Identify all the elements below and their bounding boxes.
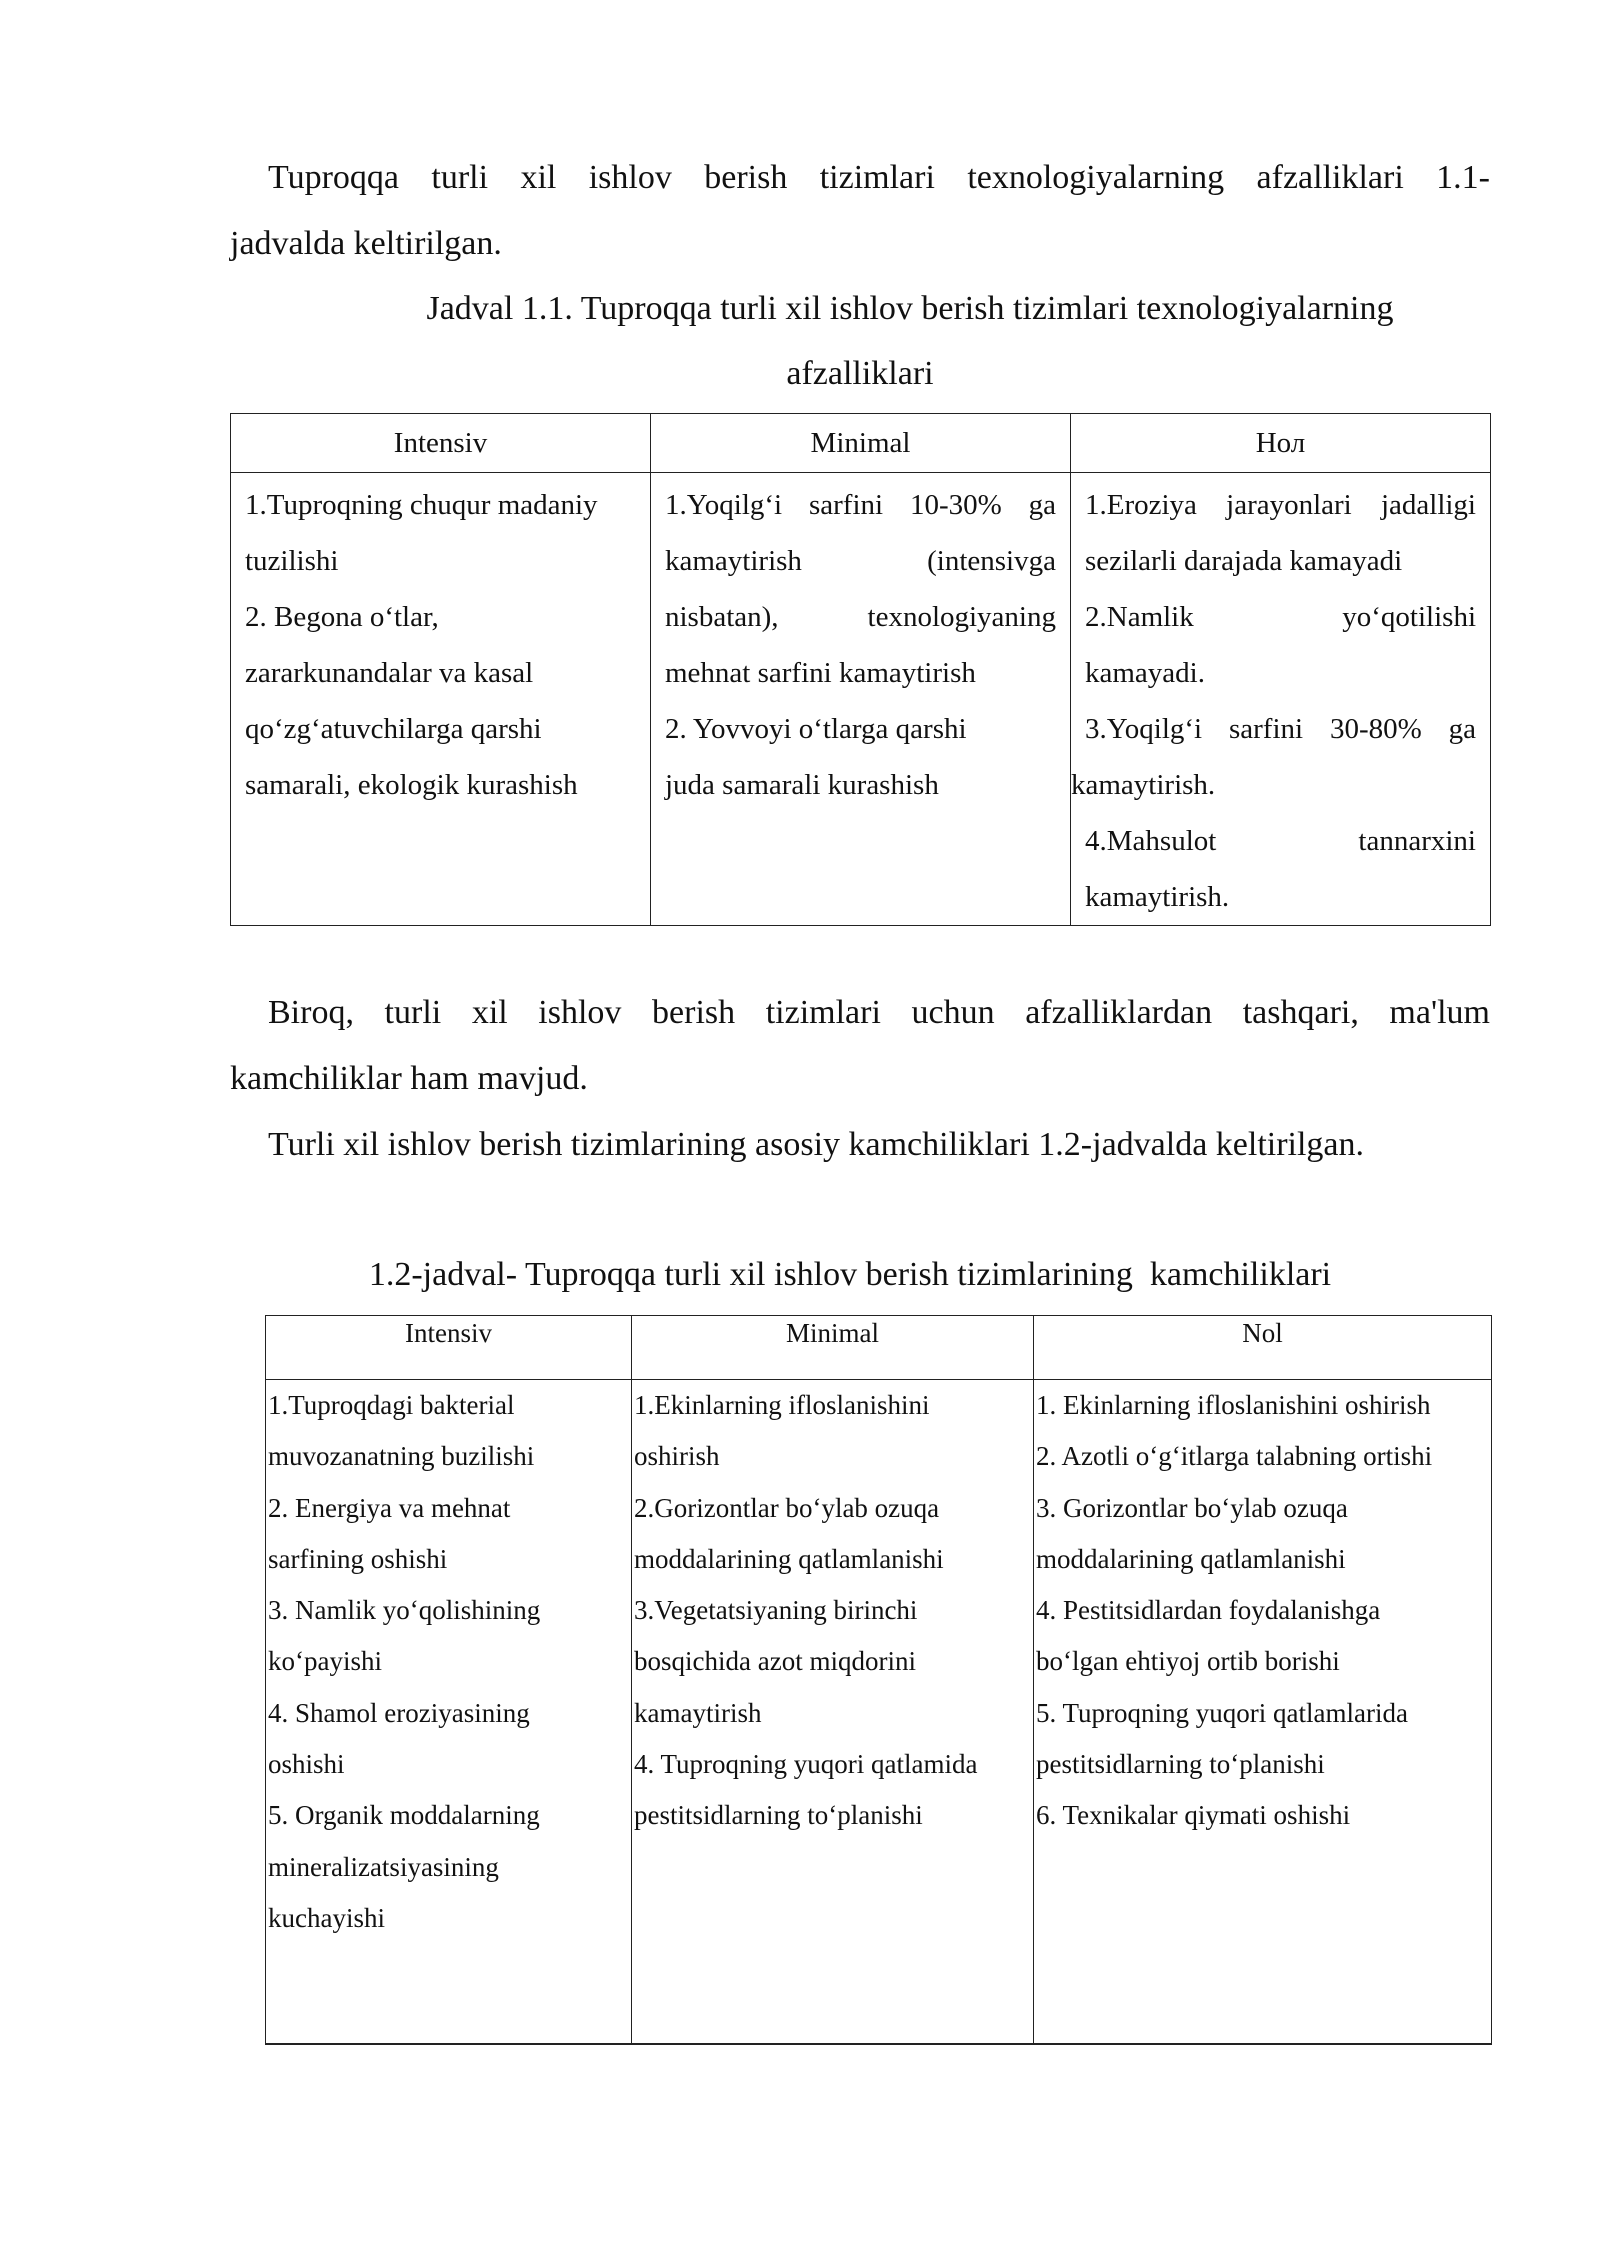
cell-line: 1.Tuproqning chuqur madaniy [245,489,598,521]
cell-line: bo‘lgan ehtiyoj ortib borishi [1036,1646,1340,1677]
table-header-cell: Intensiv [231,414,651,473]
table-header-cell: Minimal [651,414,1071,473]
table-cell-intensiv [231,473,651,926]
table1-caption-line-2: afzalliklari [786,355,934,392]
table-header-cell: Minimal [632,1316,1034,1380]
intro-line-2: jadvalda keltirilgan. [230,225,502,262]
cell-line: oshirish [634,1441,720,1472]
table1-caption-line-1: Jadval 1.1. Tuproqqa turli xil ishlov berish tizimlari texnologiyalarning [426,290,1394,327]
cell-line: 1.Yoqilg‘i sarfini 10-30% ga [665,489,1056,521]
cell-line: sezilarli darajada kamayadi [1085,545,1403,577]
table-header-cell: Intensiv [266,1316,632,1380]
cell-line: 1.Eroziya jarayonlari jadalligi [1085,489,1476,521]
middle-paragraph-2 [268,1112,1508,1178]
advantages-table [230,413,1491,926]
cell-line: ko‘payishi [268,1646,382,1677]
cell-line: kamaytirish (intensivga [665,545,1056,577]
cell-line: 3.Vegetatsiyaning birinchi [634,1595,918,1626]
table-header-row [231,414,1491,473]
cell-line: tuzilishi [245,545,339,577]
cell-line: 3. Namlik yo‘qolishining [268,1595,541,1626]
cell-line: 2. Azotli o‘g‘itlarga talabning ortishi [1036,1441,1433,1472]
table-cell-intensiv [266,1380,632,2045]
cell-line: nisbatan), texnologiyaning [665,601,1056,633]
table-row [266,1380,1492,2045]
cell-line: zararkunandalar va kasal [245,657,534,689]
cell-line: 3. Gorizontlar bo‘ylab ozuqa [1036,1492,1348,1523]
middle-line-2: kamchiliklar ham mavjud. [230,1060,588,1097]
cell-line: pestitsidlarning to‘planishi [634,1800,923,1831]
cell-line: bosqichida azot miqdorini [634,1646,916,1677]
table-cell-nol [1034,1380,1492,2045]
cell-line: sarfining oshishi [268,1543,448,1574]
cell-line: muvozanatning buzilishi [268,1441,535,1472]
cell-line: qo‘zg‘atuvchilarga qarshi [245,713,542,745]
table-header-cell: Nol [1034,1316,1492,1380]
table1-caption [230,276,1490,407]
cell-line: 4. Shamol eroziyasining [268,1697,530,1728]
cell-line: 2. Begona o‘tlar, [245,601,439,633]
disadvantages-table [265,1315,1492,2045]
cell-line: moddalarining qatlamlanishi [1036,1543,1346,1574]
cell-line: kamaytirish. [1085,881,1230,913]
cell-line: 4.Mahsulot tannarxini [1085,825,1476,857]
cell-line: 2. Yovvoyi o‘tlarga qarshi [665,713,967,745]
cell-line: juda samarali kurashish [665,769,939,801]
table-row [231,473,1491,926]
cell-line: 5. Organik moddalarning [268,1800,540,1831]
cell-line: 1.Tuproqdagi bakterial [268,1390,515,1420]
cell-line: mineralizatsiyasining [268,1851,499,1882]
cell-line: samarali, ekologik kurashish [245,769,578,801]
middle-paragraph [230,980,1490,1112]
cell-line: kamaytirish [634,1697,762,1728]
cell-line: kuchayishi [268,1902,385,1933]
cell-line: 4. Pestitsidlardan foydalanishga [1036,1595,1381,1626]
table-cell-nol [1071,473,1491,926]
table2-caption: 1.2-jadval- Tuproqqa turli xil ishlov berish tizimlarining kamchiliklari [368,1256,1332,1293]
table-header-cell: Нол [1071,414,1491,473]
table-cell-minimal [651,473,1071,926]
cell-line: 4. Tuproqning yuqori qatlamida [634,1749,978,1780]
cell-line: 3.Yoqilg‘i sarfini 30-80% ga [1085,713,1476,745]
cell-line: kamaytirish. [1071,769,1216,801]
cell-line: 1. Ekinlarning ifloslanishini oshirish [1036,1390,1431,1420]
cell-line: 2.Namlik yo‘qotilishi [1085,601,1476,633]
cell-line: mehnat sarfini kamaytirish [665,657,976,689]
middle-line-1: Biroq, turli xil ishlov berish tizimlari uchun afzalliklardan tashqari, ma'lum [268,994,1490,1031]
cell-line: 1.Ekinlarning ifloslanishini [634,1390,930,1420]
cell-line: 2. Energiya va mehnat [268,1492,511,1523]
table-cell-minimal [632,1380,1034,2045]
table-header-row [266,1316,1492,1380]
middle-line-3: Turli xil ishlov berish tizimlarining asosiy kamchiliklari 1.2-jadvalda keltirilgan. [268,1126,1365,1163]
cell-line: oshishi [268,1749,345,1780]
cell-line: 6. Texnikalar qiymati oshishi [1036,1800,1351,1831]
intro-paragraph [230,145,1490,277]
cell-line: kamayadi. [1085,657,1205,689]
cell-line: 2.Gorizontlar bo‘ylab ozuqa [634,1492,940,1523]
cell-line: 5. Tuproqning yuqori qatlamlarida [1036,1697,1408,1728]
intro-line-1: Tuproqqa turli xil ishlov berish tizimlari texnologiyalarning afzalliklari 1.1- [268,159,1490,196]
cell-line: pestitsidlarning to‘planishi [1036,1749,1325,1780]
cell-line: moddalarining qatlamlanishi [634,1543,944,1574]
